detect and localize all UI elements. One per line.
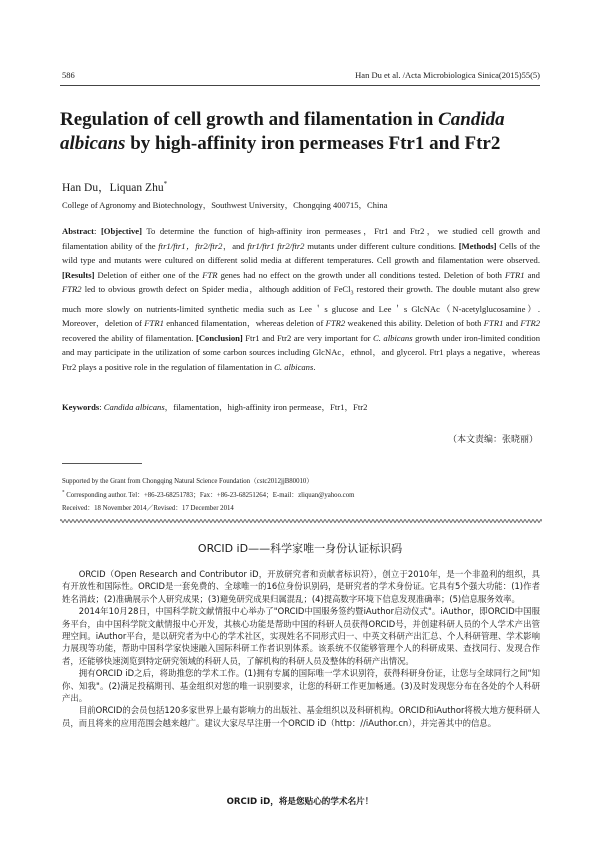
footnote-rule <box>62 463 142 464</box>
objective-text: mutants under different culture conditions. <box>304 240 459 251</box>
gene-name: FTR2 <box>520 318 540 329</box>
orcid-paragraph: 目前ORCID的会员包括120多家世界上最有影响力的出版社、基金组织以及科研机构。ORCID和iAuthor将极大地方便科研人员，而且将来的应用范围会越来越广。建议大家尽早注册一个ORCID iD（http：//iAuthor.cn），并完善其中的信息。 <box>62 705 540 728</box>
results-text: led to obvious growth defect on Spider media，although addition of FeCl <box>81 284 351 295</box>
methods-label: [Methods] <box>458 240 497 251</box>
affiliation: College of Agronomy and Biotechnology，Southwest University，Chongqing 400715，China <box>62 200 388 210</box>
title-species: Candida albicans <box>60 109 505 154</box>
title-text-2: by high-affinity iron permeases Ftr1 and Ftr2 <box>125 133 501 154</box>
abstract-label: Abstract <box>62 226 94 236</box>
subscript: 3 <box>350 291 354 298</box>
keywords-colon: : <box>99 402 104 412</box>
results-text: restored their growth. The double mutant also grew much more slowly on nutrients-limited synthetic media such as Lee＇s glucose and Lee＇s GlcNAc（N-acetylglucosamine）. Moreover，deletion of <box>62 284 541 329</box>
authors <box>62 179 167 195</box>
corresponding-note <box>62 489 354 499</box>
editor-note: （本文责编：张晓丽） <box>447 435 538 445</box>
gene-name: FTR2 <box>62 284 82 295</box>
corresponding-mark: * <box>62 490 65 496</box>
methods-text: Cells of the wild type and mutants were cultured on different solid media at different temperatures. Cell growth and filamentation were observed. <box>62 240 540 266</box>
corresponding-text: Corresponding author. Tel：+86-23-68251783；Fax：+86-23-68251264；E-mail：zliquan@yahoo.com <box>64 492 355 499</box>
keywords-label: Keywords <box>62 402 100 412</box>
orcid-title: ORCID iD——科学家唯一身份认证标识码 <box>197 542 403 555</box>
orcid-paragraph: ORCID（Open Research and Contributor iD，开放研究者和贡献者标识符），创立于2010年，是一个非盈利的组织，具有开放性和国际性。ORCID是一套免费的、全球唯一的16位身份识别码，是研究者的学术身份证。它具有5个强大功能：(1)作者姓名消歧；(2)准确展示个人研究成果；(3)避免研究成果归属混乱；(4)提高数字环境下信息发现准确率；(5)信息服务效率。 <box>62 569 540 604</box>
objective-label: [Objective] <box>100 226 142 236</box>
gene-name: FTR2 <box>325 318 346 329</box>
funding-note: Supported by the Grant from Chongqing Natural Science Foundation（cstc2012jjB80010） <box>62 478 314 485</box>
gene-name: FTR1 <box>144 318 164 329</box>
author-names: Han Du，Liquan Zhu <box>62 182 164 194</box>
conclusion-text: Ftr1 and Ftr2 are very important for <box>242 332 374 343</box>
gene-name: FTR1 <box>483 318 504 329</box>
gene-name: FTR <box>202 269 218 280</box>
orcid-body <box>62 568 540 729</box>
gene-name: ftr1/ftr1 ftr2/ftr2 <box>247 240 305 251</box>
conclusion-label: [Conclusion] <box>195 332 243 343</box>
wavy-divider <box>60 518 542 524</box>
gene-name: FTR1 <box>504 269 525 280</box>
header-rule <box>60 85 540 86</box>
abstract <box>62 224 540 375</box>
orcid-slogan: ORCID iD，将是您贴心的学术名片！ <box>226 797 374 807</box>
results-text: Deletion of either one of the <box>94 269 203 280</box>
conclusion-text: . <box>313 362 316 373</box>
results-text: genes had no effect on the growth under all conditions tested. Deletion of both <box>217 269 505 280</box>
species-name: C. albicans <box>373 332 413 343</box>
keywords <box>62 401 540 413</box>
running-header: Han Du et al. /Acta Microbiologica Sinica(2015)55(5) <box>355 70 540 80</box>
results-text: and <box>524 269 540 280</box>
orcid-paragraph: 2014年10月28日，中国科学院文献情报中心举办了"ORCID中国服务签约暨iAuthor启动仪式"。iAuthor，即ORCID中国服务平台，由中国科学院文献情报中心开发，其核心功能是帮助中国的科研人员获得ORCID号，并创建科研人员的个人学术产出管理空间。iAuthor平台，是以研究者为中心的学术社区，实现姓名不同形式归一、中英文科研产出汇总、个人科研管理、学术影响力展现等功能，帮助中国科学家快速融入国际科研工作者识别体系。该系统不仅能够管理个人的科研成果、查找同行、发现合作者，还能够快速浏览到特定研究领域的科研人员，了解机构的科研人员及整体的科研产出情况。 <box>62 606 540 666</box>
page-number: 586 <box>62 70 75 80</box>
conclusion-text: growth under iron-limited condition and may participate in the utilization of some carbon sources including GlcNAc，ethnol，and glycerol. Ftr1 plays a negative，whereas Ftr2 plays a positive role in the regulation of filamentation in <box>62 332 540 373</box>
objective-text: To determine the function of high-affinity iron permeases，Ftr1 and Ftr2，we studied cell growth and filamentation ability of the <box>62 226 540 251</box>
corresponding-mark: * <box>163 180 168 189</box>
results-label: [Results] <box>62 269 95 280</box>
article-title <box>60 108 545 156</box>
received-note: Received：18 November 2014／Revised：17 December 2014 <box>62 505 234 512</box>
orcid-paragraph: 拥有ORCID iD之后，将助推您的学术工作。(1)拥有专属的国际唯一学术识别符，获得科研身份证，让您与全球同行之间"知你、知我"。(2)满足投稿期刊、基金组织对您的唯一识别要求，让您的科研工作更加畅通。(3)及时发现您分布在各处的个人科研产出。 <box>62 668 540 704</box>
gene-name: ftr1/ftr1，ftr2/ftr2 <box>158 240 223 251</box>
abstract-colon: : <box>93 226 101 236</box>
title-text-1: Regulation of cell growth and filamentation in <box>60 109 439 130</box>
results-text: enhanced filamentation，whereas deletion of <box>163 318 326 329</box>
species-name: C. albicans <box>274 362 314 373</box>
results-text: and <box>503 318 521 329</box>
results-text: weakened this ability. Deletion of both <box>345 318 484 329</box>
keyword-species: Candida albicans <box>103 402 165 412</box>
keywords-list: ，filamentation，high-affinity iron permease，Ftr1，Ftr2 <box>164 402 368 412</box>
objective-text: ，and <box>222 240 248 251</box>
results-text: recovered the ability of filamentation. <box>62 332 196 343</box>
